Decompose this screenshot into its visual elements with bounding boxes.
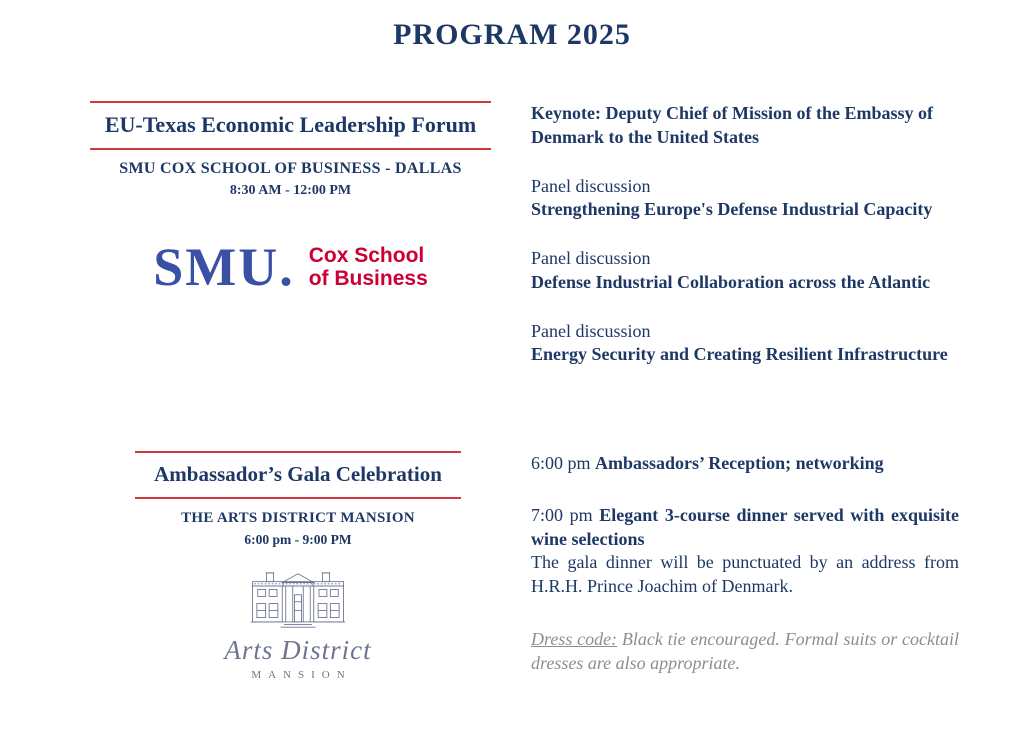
- cox-school-line1: Cox School: [308, 243, 425, 267]
- panel-label: Panel discussion: [531, 175, 651, 196]
- panel-label: Panel discussion: [531, 320, 651, 341]
- forum-agenda: [531, 102, 959, 367]
- gala-schedule: [531, 452, 959, 675]
- event-description: The gala dinner will be punctuated by an address from H.R.H. Prince Joachim of Denmark.: [531, 552, 959, 596]
- gala-time: 6:00 pm - 9:00 PM: [244, 532, 352, 547]
- panel-title: Defense Industrial Collaboration across the Atlantic: [531, 271, 931, 292]
- forum-venue: SMU COX SCHOOL OF BUSINESS - DALLAS: [119, 160, 462, 177]
- panel-item-3: [531, 320, 959, 368]
- panel-item-1: [531, 175, 959, 223]
- cox-school-wordmark: [309, 244, 428, 290]
- red-rule-bottom: [90, 148, 491, 150]
- cox-school-line2: of Business: [308, 267, 428, 290]
- panel-title: Energy Security and Creating Resilient Infrastructure: [531, 344, 948, 365]
- smu-cox-logo: [90, 237, 491, 297]
- event-title: Ambassadors’ Reception; networking: [595, 453, 884, 473]
- dress-code-label: Dress code:: [531, 628, 618, 649]
- gala-header-block: [135, 451, 461, 548]
- event-time: 7:00 pm: [531, 504, 593, 525]
- forum-header-block: [90, 101, 491, 199]
- forum-title: EU-Texas Economic Leadership Forum: [104, 112, 477, 137]
- page-title: PROGRAM 2025: [393, 18, 631, 51]
- event-title: Elegant 3-course dinner served with exquisite wine selections: [531, 504, 959, 549]
- arts-district-mansion-logo: [135, 572, 461, 681]
- mansion-caps-name: MANSION: [251, 669, 352, 681]
- red-rule-bottom: [135, 497, 461, 499]
- panel-title: Strengthening Europe's Defense Industrial Capacity: [531, 199, 933, 220]
- keynote-item: Keynote: Deputy Chief of Mission of the Embassy of Denmark to the United States: [531, 103, 933, 147]
- mansion-script-name: Arts District: [224, 635, 372, 665]
- mansion-house-icon: [238, 572, 358, 628]
- gala-venue: THE ARTS DISTRICT MANSION: [181, 510, 415, 526]
- panel-item-2: [531, 247, 959, 295]
- panel-label: Panel discussion: [531, 248, 651, 268]
- gala-event-1: [531, 452, 959, 476]
- smu-wordmark: SMU.: [153, 237, 295, 297]
- dress-code-note: [531, 628, 959, 676]
- gala-event-2: [531, 504, 959, 599]
- dress-code-text: Black tie encouraged. Formal suits or cocktail dresses are also appropriate.: [531, 628, 959, 673]
- forum-time: 8:30 AM - 12:00 PM: [229, 183, 352, 198]
- gala-title: Ambassador’s Gala Celebration: [154, 462, 442, 486]
- event-time: 6:00 pm: [531, 453, 591, 473]
